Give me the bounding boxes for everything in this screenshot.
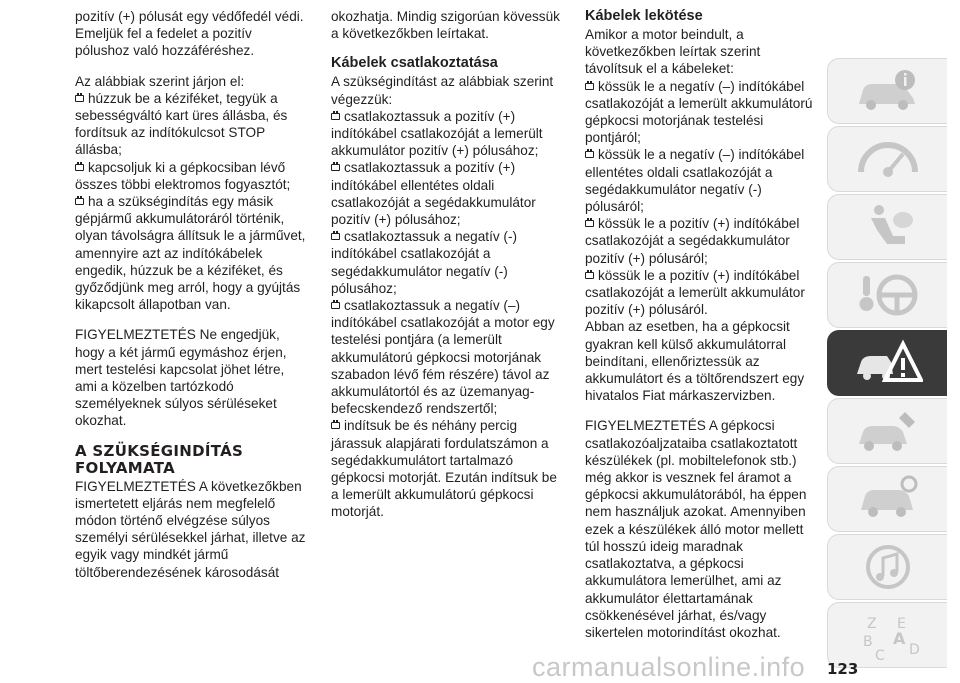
battery-bullet-icon	[75, 95, 84, 102]
intro-text: Amikor a motor beindult, a következőkben leírtak szerint távolítsuk el a kábeleket:	[585, 27, 761, 77]
svg-text:B: B	[862, 634, 873, 650]
page-number: 123	[827, 660, 859, 678]
battery-bullet-icon	[75, 198, 84, 205]
section-heading: A SZÜKSÉGINDÍTÁS FOLYAMATA	[75, 441, 244, 477]
list-item: csatlakoztassuk a pozitív (+) indítókábel ellentétes oldali csatlakozóját a segédakkumulátor pozitív (+) pólusához;	[331, 160, 536, 228]
section-heading: Kábelek csatlakoztatása	[331, 55, 498, 72]
battery-bullet-icon	[331, 422, 340, 429]
section-heading: Kábelek lekötése	[585, 8, 703, 24]
battery-bullet-icon	[331, 113, 340, 120]
tab-maintenance[interactable]	[827, 398, 947, 464]
list-item: húzzuk be a kéziféket, tegyük a sebességváltó kart üres állásba, és fordítsuk az indítókulcsot STOP állásba;	[75, 90, 288, 158]
svg-text:C: C	[874, 648, 885, 662]
battery-bullet-icon	[585, 272, 594, 279]
warning-text: FIGYELMEZTETÉS Ne engedjük, hogy a két jármű egymáshoz érjen, mert testelési kapcsolat jöhet létre, ami a közelben tartózkodó személyeknek súlyos sérüléseket okozhat.	[75, 327, 287, 429]
list-item: csatlakoztassuk a negatív (–) indítókábel csatlakozóját a motor egy testelési pontjára (a lemerült akkumulátorú gépkocsi motorjának szabadon lévő fém részére) távol az akkumulátortól és az üzemanyag-befecskendező rendszertől;	[331, 298, 555, 417]
tab-multimedia[interactable]	[827, 534, 947, 600]
tab-starting-driving[interactable]	[827, 262, 947, 328]
tab-car-info[interactable]	[827, 58, 947, 124]
tab-technical-data[interactable]	[827, 466, 947, 532]
list-item: kapcsoljuk ki a gépkocsiban lévő összes többi elektromos fogyasztót;	[75, 159, 291, 192]
list-item: kössük le a negatív (–) indítókábel ellentétes oldali csatlakozóját a segédakkumulátor negatív (-) pólusáról;	[585, 147, 805, 215]
car-spec-dimensions-icon	[853, 472, 923, 526]
paragraph: okozhatja. Mindig szigorúan kövessük a következőkben leírtakat.	[331, 9, 560, 42]
tab-dashboard[interactable]	[827, 126, 947, 192]
battery-bullet-icon	[585, 83, 594, 90]
column-3	[585, 8, 817, 654]
key-steering-wheel-icon	[853, 268, 923, 322]
svg-text:A: A	[892, 629, 905, 648]
svg-text:Z: Z	[866, 616, 877, 632]
car-info-icon	[853, 64, 923, 118]
svg-text:D: D	[908, 642, 920, 658]
tab-index[interactable]	[827, 602, 947, 668]
battery-bullet-icon	[331, 302, 340, 309]
warning-text: FIGYELMEZTETÉS A gépkocsi csatlakozóaljzataiba csatlakoztatott készülékek (pl. mobiltelefonok stb.) még akkor is vesznek fel áramot a gépkocsi akkumulátorából, ha éppen nem használjuk azokat. Amennyiben ezek a készülékek álló motor mellett túl hosszú ideig maradnak csatlakoztatva, a gépkocsi akkumulátora lemerülhet, ami az akkumulátor élettartamának csökkenésével járhat, és/vagy sikertelen motorindítást okozhat.	[585, 418, 807, 640]
battery-bullet-icon	[585, 220, 594, 227]
column-1	[75, 8, 307, 594]
battery-bullet-icon	[331, 164, 340, 171]
paragraph: Abban az esetben, ha a gépkocsit gyakran kell külső akkumulátorral beindítani, ellenőriztessük az akkumulátort és a töltőrendszert egy hivatalos Fiat márkaszervizben.	[585, 319, 805, 404]
airbag-seat-icon	[853, 200, 923, 254]
column-2	[331, 8, 561, 521]
tab-safety[interactable]	[827, 194, 947, 260]
battery-bullet-icon	[331, 233, 340, 240]
car-warning-triangle-icon	[853, 336, 923, 390]
watermark: carmanualsonline.info	[532, 652, 806, 682]
list-item: csatlakoztassuk a pozitív (+) indítókábel csatlakozóját a lemerült akkumulátor pozitív (+) pólusához;	[331, 108, 543, 159]
dashboard-gauge-icon	[853, 132, 923, 186]
list-item: kössük le a pozitív (+) indítókábel csatlakozóját a lemerült akkumulátor pozitív (+) pólusáról.	[585, 267, 805, 318]
car-service-wrench-icon	[853, 404, 923, 458]
intro-text: Az alábbiak szerint járjon el:	[75, 73, 245, 89]
svg-text:E: E	[896, 616, 906, 632]
paragraph: pozitív (+) pólusát egy védőfedél védi. Emeljük fel a fedelet a pozitív pólushoz való hozzáféréshez.	[75, 9, 304, 59]
tab-emergency[interactable]	[827, 330, 947, 396]
list-item: kössük le a negatív (–) indítókábel csatlakozóját a lemerült akkumulátorú gépkocsi motorjának testelési pontjáról;	[585, 78, 813, 146]
list-item: kössük le a pozitív (+) indítókábel csatlakozóját a segédakkumulátor pozitív (+) pólusáról;	[585, 216, 800, 266]
multimedia-music-icon	[853, 540, 923, 594]
list-item: csatlakoztassuk a negatív (-) indítókábel csatlakozóját a segédakkumulátor negatív (-) pólusához;	[331, 229, 518, 296]
list-item: indítsuk be és néhány percig járassuk alapjárati fordulatszámon a segédakkumulátort tartalmazó gépkocsi motorját. Ezután indítsuk be a lemerült akkumulátorú gépkocsi motorját.	[331, 418, 557, 520]
battery-bullet-icon	[585, 151, 594, 158]
warning-text: FIGYELMEZTETÉS A következőkben ismertetett eljárás nem megfelelő módon történő elvégzése súlyos személyi sérülésekkel járhat, illetve az egyik vagy mindkét jármű töltőberendezésének károsodását	[75, 478, 306, 580]
battery-bullet-icon	[75, 164, 84, 171]
index-letters-icon	[853, 608, 923, 662]
list-item: ha a szükségindítás egy másik gépjármű akkumulátoráról történik, olyan távolságra állítsuk le a járművet, amennyire azt az indítókábelek engedik, húzzuk be a kéziféket, és győződjünk meg arról, hogy a gyújtás kikapcsolt állapotban van.	[75, 194, 306, 313]
intro-text: A szükségindítást az alábbiak szerint végezzük:	[331, 74, 554, 107]
